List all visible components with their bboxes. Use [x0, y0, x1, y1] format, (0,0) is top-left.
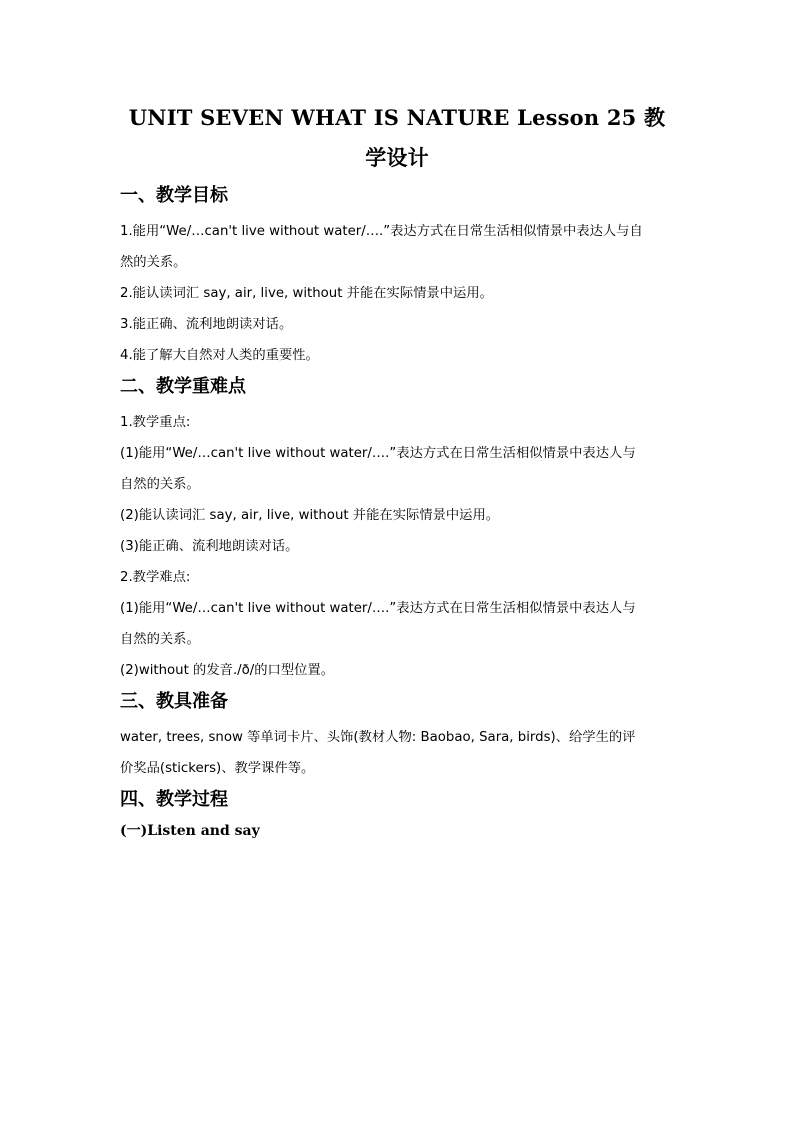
- section-heading: 三、教具准备: [120, 691, 228, 712]
- section-heading: 二、教学重难点: [120, 376, 246, 397]
- section-process: [120, 788, 680, 842]
- paragraph-line: 4.能了解大自然对人类的重要性。: [120, 348, 319, 363]
- paragraph-line: 2.能认读词汇 say, air, live, without 并能在实际情景中运用。: [120, 286, 493, 301]
- paragraph-line: 自然的关系。: [120, 477, 200, 492]
- paragraph-line: (2)without 的发音./ð/的口型位置。: [120, 663, 335, 678]
- paragraph-line: 3.能正确、流利地朗读对话。: [120, 317, 293, 332]
- section-key-points: [120, 375, 680, 686]
- paragraph-line: 1.教学重点:: [120, 415, 191, 430]
- paragraph-line: 自然的关系。: [120, 632, 200, 647]
- paragraph-line: 价奖品(stickers)、教学课件等。: [120, 761, 315, 776]
- paragraph-line: 2.教学难点:: [120, 570, 191, 585]
- section-heading: 四、教学过程: [120, 789, 228, 810]
- subsection-heading: (一)Listen and say: [120, 823, 260, 839]
- paragraph-line: 然的关系。: [120, 255, 187, 270]
- section-heading: 一、教学目标: [120, 185, 228, 206]
- paragraph-line: (2)能认读词汇 say, air, live, without 并能在实际情景中运用。: [120, 508, 500, 523]
- paragraph-line: 1.能用“We/…can't live without water/….”表达方式在日常生活相似情景中表达人与自: [120, 224, 643, 239]
- document-title: UNIT SEVEN WHAT IS NATURE Lesson 25 教学设计: [128, 105, 666, 170]
- paragraph-line: water, trees, snow 等单词卡片、头饰(教材人物: Baobao, Sara, birds)、给学生的评: [120, 730, 636, 745]
- section-objectives: [120, 184, 680, 371]
- section-materials: [120, 690, 680, 784]
- paragraph-line: (1)能用“We/…can't live without water/….”表达方式在日常生活相似情景中表达人与: [120, 446, 636, 461]
- paragraph-line: (3)能正确、流利地朗读对话。: [120, 539, 299, 554]
- paragraph-line: (1)能用“We/…can't live without water/….”表达方式在日常生活相似情景中表达人与: [120, 601, 636, 616]
- document-body: [120, 184, 680, 846]
